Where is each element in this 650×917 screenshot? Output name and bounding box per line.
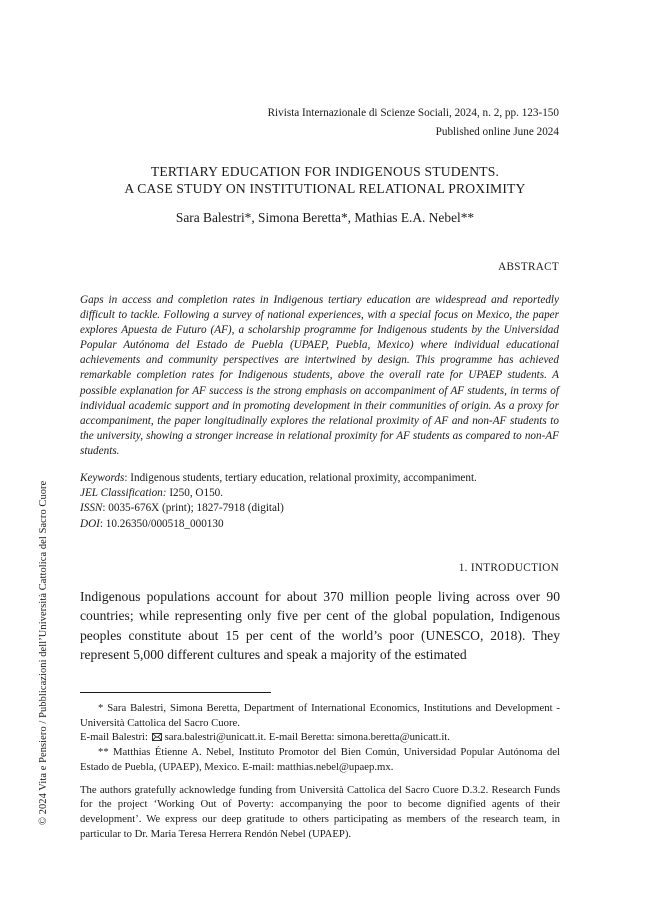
jel-line: [80, 486, 560, 501]
introduction-text: Indigenous populations account for about 370 million people living across over 90 countries; while representing only five per cent of the global population, Indigenous peoples constitute about 15 per cent of the world’s poor (UNESCO, 2018). They represent 5,000 different cultures and speak a majority of the estimated: [80, 589, 560, 663]
doi-value: : 10.26350/000518_000130: [99, 517, 224, 530]
published-date: Published online June 2024: [435, 126, 559, 138]
keywords-label: Keywords: [80, 472, 125, 484]
footnote-emails: [80, 730, 560, 745]
title-line-2: A CASE STUDY ON INSTITUTIONAL RELATIONAL PROXIMITY: [124, 181, 526, 196]
abstract-text: Gaps in access and completion rates in Indigenous tertiary education are widespread and reportedly difficult to tackle. Following a survey of national experiences, with a special focus on Mexico, the paper explores Apuesta de Futuro (AF), a scholarship programme for Indigenous students by the Universidad Popular Autónoma del Estado de Puebla (UPAEP, Puebla, Mexico) where individual educational achievements and community perspectives are intertwined by design. This programme has achieved remarkable completion rates for Indigenous students, above the overall rate for UPAEP students. A possible explanation for AF success is the strong emphasis on accompaniment of AF students, in terms of individual academic support and in promoting development in their communities of origin. As a proxy for accompaniment, the paper longitudinally explores the relational proximity of AF and non-AF students to the university, showing a stronger increase in relational proximity for AF students as compared to non-AF students.: [80, 294, 559, 457]
email-label: E-mail Balestri:: [80, 731, 148, 744]
issn-label: ISSN: [80, 502, 103, 515]
copyright-sidebar: © 2024 Vita e Pensiero / Pubblicazioni dell’Università Cattolica del Sacro Cuore: [38, 480, 49, 825]
footnote-authors-2: ** Matthias Étienne A. Nebel, Instituto Promotor del Bien Común, Universidad Popular Autónoma del Estado de Puebla, (UPAEP), Mexico. E-mail: matthias.nebel@upaep.mx.: [80, 746, 560, 773]
issn-value: : 0035-676X (print); 1827-7918 (digital): [102, 502, 284, 515]
doi-line: [80, 517, 560, 532]
envelope-icon: [152, 731, 162, 739]
paper-title: [0, 163, 650, 197]
acknowledgement: The authors gratefully acknowledge funding from Università Cattolica del Sacro Cuore D.3.2. Research Funds for the project ‘Working Out of Poverty: accompanying the poor to become dignified agents of their development’. We express our deep gratitude to others participating as members of the research team, in particular to Dr. Maria Teresa Herrera Rendón Nebel (UPAEP).: [80, 783, 560, 840]
doi-label: DOI: [80, 517, 100, 530]
email-addresses: sara.balestri@unicatt.it. E-mail Beretta: simona.beretta@unicatt.it.: [164, 731, 450, 744]
introduction-heading: 1. INTRODUCTION: [458, 562, 559, 574]
footnote-spacer: [80, 775, 560, 783]
journal-header: [268, 104, 559, 142]
author-list: Sara Balestri*, Simona Beretta*, Mathias E.A. Nebel**: [175, 210, 475, 225]
footnote-authors-1: * Sara Balestri, Simona Beretta, Department of International Economics, Institutions and Development - Università Cattolica del Sacro Cuore.: [80, 702, 560, 729]
jel-label: JEL Classification:: [80, 487, 167, 500]
keywords-value: : Indigenous students, tertiary education, relational proximity, accompaniment.: [124, 472, 477, 484]
jel-value: I250, O150.: [166, 487, 224, 500]
journal-citation: Rivista Internazionale di Scienze Sociali, 2024, n. 2, pp. 123-150: [267, 107, 559, 119]
abstract-heading: ABSTRACT: [498, 261, 559, 273]
issn-line: [80, 501, 560, 516]
footnotes: [80, 701, 560, 841]
footnote-divider: [80, 692, 271, 693]
title-line-1: TERTIARY EDUCATION FOR INDIGENOUS STUDENTS.: [150, 164, 500, 179]
article-metadata: [80, 471, 560, 532]
keywords-line: [80, 471, 560, 486]
